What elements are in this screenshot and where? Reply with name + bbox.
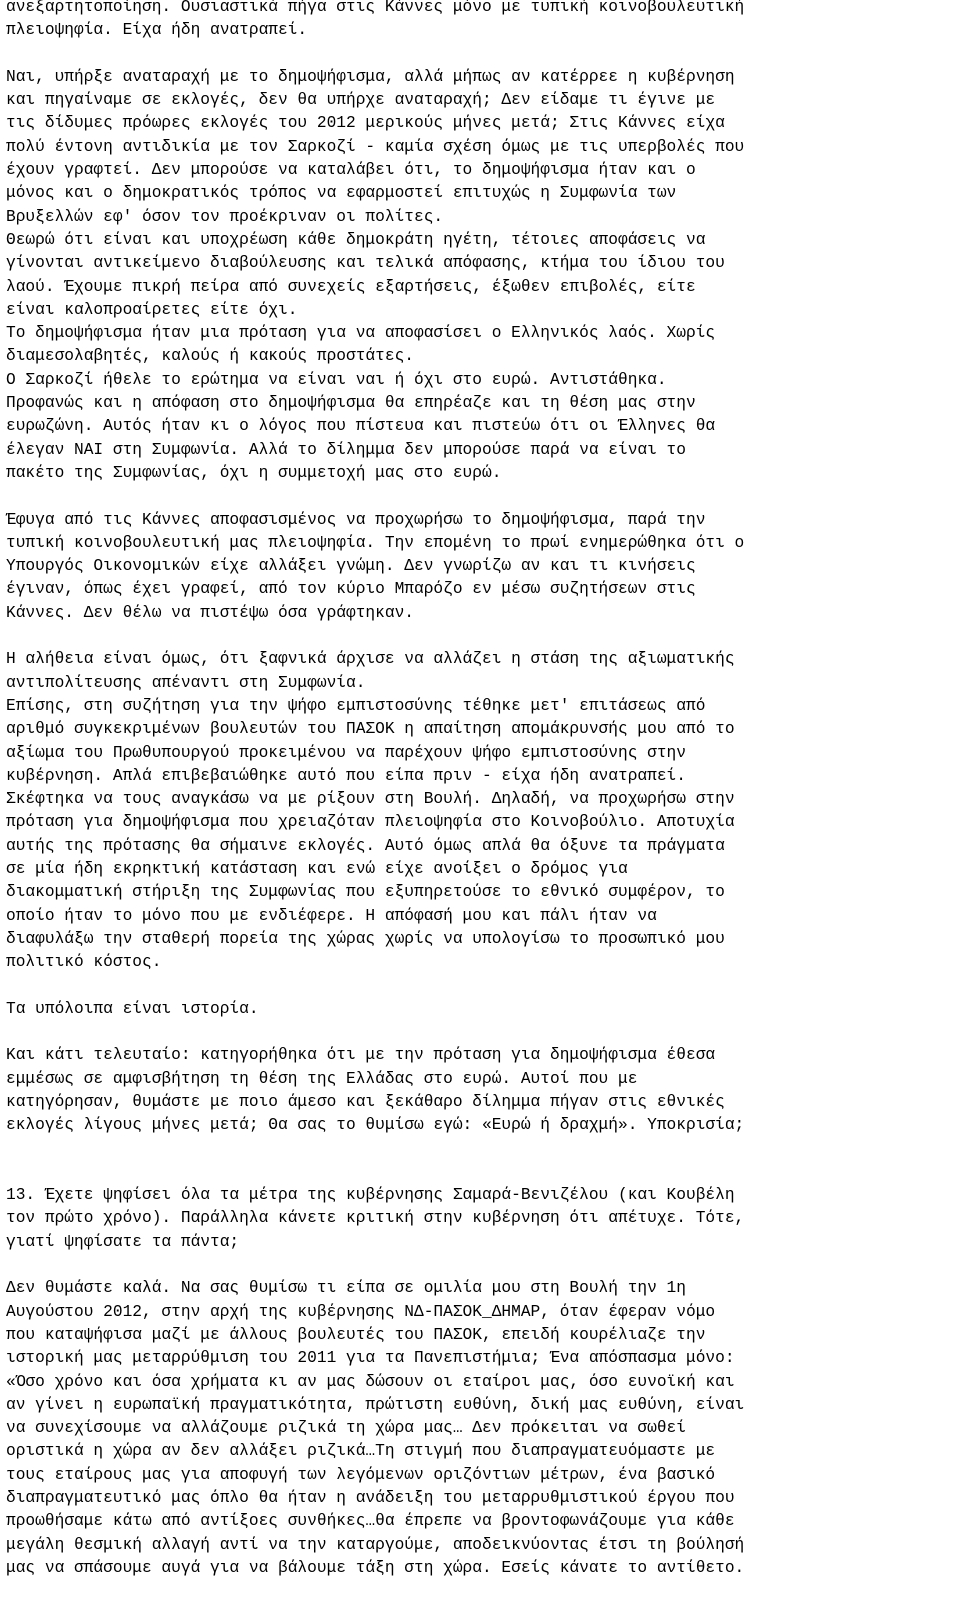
text-line: «Όσο χρόνο και όσα χρήματα κι αν μας δώσουν οι εταίροι μας, όσο ευνοϊκή και [6,1372,735,1391]
text-line: πρόταση για δημοψήφισμα που χρειαζόταν πλειοψηφία στο Κοινοβούλιο. Αποτυχία [6,813,735,832]
text-line: είναι καλοπροαίρετες είτε όχι. [6,300,298,319]
text-line: οριστικά η χώρα αν δεν αλλάξει ριζικά…Τη στιγμή που διαπραγματευόμαστε με [6,1442,716,1461]
text-line: ευρωζώνη. Αυτός ήταν κι ο λόγος που πίστευα και πιστεύω ότι οι Έλληνες θα [6,417,716,436]
text-line: πολύ έντονη αντιδικία με τον Σαρκοζί - καμία σχέση όμως με τις υπερβολές που [6,137,745,156]
blank-line [6,1138,946,1161]
text-line: Προφανώς και η απόφαση στο δημοψήφισμα θα επηρέαζε και τη θέση μας στην [6,394,696,413]
blank-line [6,1021,946,1044]
text-line: έγιναν, όπως έχει γραφεί, από τον κύριο Μπαρόζο εν μέσω συζητήσεων στις [6,580,696,599]
blank-line [6,485,946,508]
text-line: Αυγούστου 2012, στην αρχή της κυβέρνησης ΝΔ-ΠΑΣΟΚ_ΔΗΜΑΡ, όταν έφεραν νόμο [6,1302,716,1321]
text-line: Ναι, υπήρξε αναταραχή με το δημοψήφισμα, αλλά μήπως αν κατέρρεε η κυβέρνηση [6,67,735,86]
text-line: Ο Σαρκοζί ήθελε το ερώτημα να είναι ναι ή όχι στο ευρώ. Αντιστάθηκα. [6,370,667,389]
text-line: Τα υπόλοιπα είναι ιστορία. [6,999,259,1018]
text-line: μας να σπάσουμε αυγά για να βάλουμε τάξη στη χώρα. Εσείς κάνατε το αντίθετο. [6,1558,745,1577]
blank-line [6,43,946,66]
text-line: Έφυγα από τις Κάννες αποφασισμένος να προχωρήσω το δημοψήφισμα, παρά την [6,510,706,529]
blank-line [6,974,946,997]
text-line: Επίσης, στη συζήτηση για την ψήφο εμπιστοσύνης τέθηκε μετ' επιτάσεως από [6,696,706,715]
text-line: διαφυλάξω την σταθερή πορεία της χώρας χωρίς να υπολογίσω το προσωπικό μου [6,929,725,948]
text-line: οποίο ήταν το μόνο που με ενδιέφερε. Η απόφασή μου και πάλι ήταν να [6,906,657,925]
text-line: 13. Έχετε ψηφίσει όλα τα μέτρα της κυβέρνησης Σαμαρά-Βενιζέλου (και Κουβέλη [6,1186,735,1205]
text-line: εκλογές λίγους μήνες μετά; Θα σας το θυμίσω εγώ: «Ευρώ ή δραχμή». Υποκρισία; [6,1116,745,1135]
text-line: ανεξαρτητοποίηση. Ουσιαστικά πήγα στις Κάννες μόνο με τυπική κοινοβουλευτική [6,0,745,16]
text-line: γίνονται αντικείμενο διαβούλευσης και τελικά απόφασης, κτήμα του ίδιου του [6,254,725,273]
text-line: Θεωρώ ότι είναι και υποχρέωση κάθε δημοκράτη ηγέτη, τέτοιες αποφάσεις να [6,230,706,249]
text-line: Το δημοψήφισμα ήταν μια πρόταση για να αποφασίσει ο Ελληνικός λαός. Χωρίς [6,324,716,343]
text-line: εμμέσως σε αμφισβήτηση τη θέση της Ελλάδας στο ευρώ. Αυτοί που με [6,1069,638,1088]
text-line: αντιπολίτευσης απέναντι στη Συμφωνία. [6,673,366,692]
text-line: και πηγαίναμε σε εκλογές, δεν θα υπήρχε αναταραχή; Δεν είδαμε τι έγινε με [6,91,716,110]
text-line: έχουν γραφτεί. Δεν μπορούσε να καταλάβει ότι, το δημοψήφισμα ήταν και ο [6,161,696,180]
blank-line [6,625,946,648]
document-body [6,0,946,1580]
blank-line [6,1161,946,1184]
text-line: έλεγαν ΝΑΙ στη Συμφωνία. Αλλά το δίλημμα δεν μπορούσε παρά να είναι το [6,440,686,459]
text-line: λαού. Έχουμε πικρή πείρα από συνεχείς εξαρτήσεις, έξωθεν επιβολές, είτε [6,277,696,296]
text-line: Η αλήθεια είναι όμως, ότι ξαφνικά άρχισε να αλλάζει η στάση της αξιωματικής [6,650,735,669]
text-line: Και κάτι τελευταίο: κατηγορήθηκα ότι με την πρόταση για δημοψήφισμα έθεσα [6,1046,716,1065]
text-line: διαπραγματευτικό μας όπλο θα ήταν η ανάδειξη του μεταρρυθμιστικού έργου που [6,1489,735,1507]
text-line: αξίωμα του Πρωθυπουργού προκειμένου να παρέχουν ψήφο εμπιστοσύνης στην [6,743,686,762]
text-line: Υπουργός Οικονομικών είχε αλλάξει γνώμη. Δεν γνωρίζω αν και τι κινήσεις [6,557,696,576]
text-line: κυβέρνηση. Απλά επιβεβαιώθηκε αυτό που είπα πριν - είχα ήδη ανατραπεί. [6,766,686,785]
text-line: αριθμό συγκεκριμένων βουλευτών του ΠΑΣΟΚ η απαίτηση απομάκρυνσής μου από το [6,720,735,739]
text-line: γιατί ψηφίσατε τα πάντα; [6,1232,240,1251]
text-line: που καταψήφισα μαζί με άλλους βουλευτές του ΠΑΣΟΚ, επειδή κουρέλιαζε την [6,1325,706,1344]
text-line: σε μία ήδη εκρηκτική κατάσταση και ενώ είχε ανοίξει ο δρόμος για [6,859,628,878]
text-line: Κάννες. Δεν θέλω να πιστέψω όσα γράφτηκαν. [6,603,414,622]
text-line: μόνος και ο δημοκρατικός τρόπος να εφαρμοστεί επιτυχώς η Συμφωνία των [6,184,677,203]
text-line: τους εταίρους μας για αποφυγή των λεγόμενων οριζόντιων μέτρων, ένα βασικό [6,1465,716,1484]
text-line: διαμεσολαβητές, καλούς ή κακούς προστάτες. [6,347,414,366]
text-line: αν γίνει η ευρωπαϊκή πραγματικότητα, πρώτιστη ευθύνη, δική μας ευθύνη, είναι [6,1395,745,1414]
text-line: πολιτικό κόστος. [6,953,162,972]
text-line: προωθήσαμε κάτω από αντίξοες συνθήκες…θα έπρεπε να βροντοφωνάζουμε για κάθε [6,1512,735,1531]
text-line: πακέτο της Συμφωνίας, όχι η συμμετοχή μας στο ευρώ. [6,463,502,482]
text-line: αυτής της πρότασης θα σήμαινε εκλογές. Αυτό όμως απλά θα όξυνε τα πράγματα [6,836,725,855]
blank-line [6,1254,946,1277]
text-line: κατηγόρησαν, θυμάστε με ποιο άμεσο και ξεκάθαρο δίλημμα πήγαν στις εθνικές [6,1092,725,1111]
text-line: Βρυξελλών εφ' όσον τον προέκριναν οι πολίτες. [6,207,444,226]
text-line: Δεν θυμάστε καλά. Να σας θυμίσω τι είπα σε ομιλία μου στη Βουλή την 1η [6,1279,686,1298]
text-line: τυπική κοινοβουλευτική μας πλειοψηφία. Την επομένη το πρωί ενημερώθηκα ότι ο [6,533,745,552]
text-line: τον πρώτο χρόνο). Παράλληλα κάνετε κριτική στην κυβέρνηση ότι απέτυχε. Τότε, [6,1209,745,1228]
text-line: μεγάλη θεσμική αλλαγή αντί να την καταργούμε, αποδεικνύοντας έτσι τη βούλησή [6,1535,745,1554]
text-line: πλειοψηφία. Είχα ήδη ανατραπεί. [6,21,308,40]
text-line: διακομματική στήριξη της Συμφωνίας που εξυπηρετούσε το εθνικό συμφέρον, το [6,883,725,902]
text-line: Σκέφτηκα να τους αναγκάσω να με ρίξουν στη Βουλή. Δηλαδή, να προχωρήσω στην [6,790,735,809]
text-line: ιστορική μας μεταρρύθμιση του 2011 για τα Πανεπιστήμια; Ένα απόσπασμα μόνο: [6,1349,735,1368]
text-line: να συνεχίσουμε να αλλάζουμε ριζικά τη χώρα μας… Δεν πρόκειται να σωθεί [6,1419,686,1438]
text-line: τις δίδυμες πρόωρες εκλογές του 2012 μερικούς μήνες μετά; Στις Κάννες είχα [6,114,725,133]
